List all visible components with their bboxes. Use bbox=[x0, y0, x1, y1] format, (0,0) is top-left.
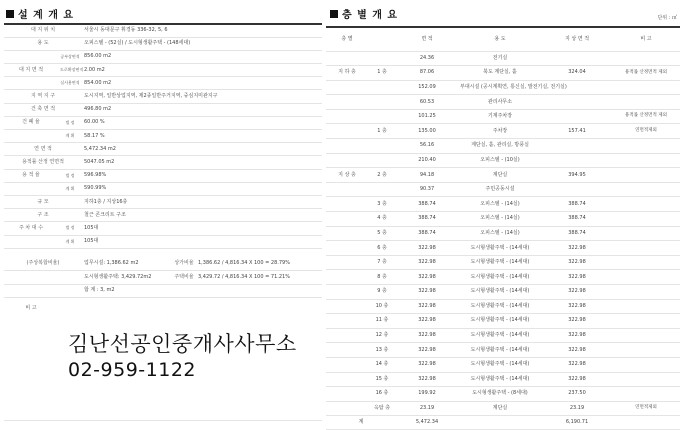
floor-group-label bbox=[326, 255, 368, 270]
floor-label bbox=[368, 153, 396, 168]
row-label: 건 축 면 적 bbox=[4, 103, 82, 116]
row-value: 596.98% bbox=[82, 169, 322, 182]
floor-note bbox=[612, 387, 680, 402]
row-value: 서울시 동대문구 휘경동 336-32, 5, 6 bbox=[82, 24, 322, 37]
floor-note bbox=[612, 328, 680, 343]
floor-use: 도시형생활주택 - (14세대) bbox=[458, 270, 542, 285]
floor-total-area: 394.95 bbox=[542, 168, 612, 183]
floor-total-area: 322.98 bbox=[542, 357, 612, 372]
floor-use: 기계주차장 bbox=[458, 109, 542, 124]
floor-total-area bbox=[542, 109, 612, 124]
floor-area: 199.92 bbox=[396, 387, 458, 402]
floor-area: 87.06 bbox=[396, 66, 458, 81]
floor-total-area: 322.98 bbox=[542, 241, 612, 256]
floor-row bbox=[326, 139, 680, 154]
floor-group-label bbox=[326, 357, 368, 372]
floor-total-area: 324.04 bbox=[542, 66, 612, 81]
floor-group-label bbox=[326, 80, 368, 95]
design-summary-title bbox=[6, 6, 74, 21]
floor-area: 94.18 bbox=[396, 168, 458, 183]
design-summary-row bbox=[4, 130, 322, 143]
mixed-use-ratio-label: 주택비율 bbox=[172, 271, 196, 285]
floor-table-header-cell: 용 도 bbox=[458, 27, 542, 51]
floor-label bbox=[368, 109, 396, 124]
mixed-use-ratio-label bbox=[172, 284, 196, 298]
floor-use: 부대시설 (공시계획연, 통신실, 발전기실, 전기실) bbox=[458, 80, 542, 95]
row-value: 58.17 % bbox=[82, 130, 322, 143]
row-label: 용적률 산정 연면적 bbox=[4, 156, 82, 169]
mixed-use-row bbox=[4, 271, 322, 285]
floor-area: 388.74 bbox=[396, 226, 458, 241]
floor-total-area: 322.98 bbox=[542, 328, 612, 343]
floor-label: 1 층 bbox=[368, 124, 396, 139]
floor-use: 도시형생활주택 - (14세대) bbox=[458, 343, 542, 358]
design-summary-row bbox=[4, 103, 322, 116]
floor-note bbox=[612, 95, 680, 110]
agency-name-overlay: 김난선공인중개사사무소 bbox=[68, 332, 297, 356]
floor-area: 90.37 bbox=[396, 182, 458, 197]
floor-area: 322.98 bbox=[396, 372, 458, 387]
row-label: 대 지 면 적 bbox=[4, 64, 58, 77]
mixed-use-label bbox=[4, 284, 82, 298]
floor-row bbox=[326, 80, 680, 95]
floor-label: 옥탑 층 bbox=[368, 401, 396, 416]
floor-row bbox=[326, 387, 680, 402]
floor-use: 오피스텔 - (10실) bbox=[458, 153, 542, 168]
row-value: 5,472.34 m2 bbox=[82, 143, 322, 156]
floor-table-header-cell: 비 고 bbox=[612, 27, 680, 51]
row-label: 용 도 bbox=[4, 37, 82, 50]
row-value: 60.00 % bbox=[82, 116, 322, 129]
row-label bbox=[4, 182, 58, 195]
row-value: 590.99% bbox=[82, 182, 322, 195]
row-value: 854.00 m2 bbox=[82, 77, 322, 90]
floor-note: 용적률 산정면적 제외 bbox=[612, 109, 680, 124]
floor-note bbox=[612, 182, 680, 197]
floor-label: 13 층 bbox=[368, 343, 396, 358]
floor-group-label bbox=[326, 387, 368, 402]
design-summary-row bbox=[4, 209, 322, 222]
design-summary-row bbox=[4, 77, 322, 90]
row-label bbox=[4, 50, 58, 63]
row-label: 주 차 대 수 bbox=[4, 222, 58, 235]
row-sublabel: 계 획 bbox=[58, 130, 82, 143]
table-bottom-divider bbox=[4, 420, 322, 421]
floor-area: 60.53 bbox=[396, 95, 458, 110]
mixed-use-row bbox=[4, 257, 322, 271]
row-label bbox=[4, 77, 58, 90]
floor-area: 101.25 bbox=[396, 109, 458, 124]
floor-row bbox=[326, 372, 680, 387]
floor-row bbox=[326, 299, 680, 314]
floor-group-label bbox=[326, 314, 368, 329]
floor-total-area: 157.41 bbox=[542, 124, 612, 139]
floor-table-header-row bbox=[326, 27, 680, 51]
row-sublabel: 도로확장면적 bbox=[58, 64, 82, 77]
floor-label: 10 층 bbox=[368, 299, 396, 314]
floor-label: 9 층 bbox=[368, 285, 396, 300]
floor-row bbox=[326, 168, 680, 183]
floor-row bbox=[326, 182, 680, 197]
design-summary-row bbox=[4, 24, 322, 37]
floor-row bbox=[326, 241, 680, 256]
floor-total-row bbox=[326, 416, 680, 430]
row-sublabel: 법 정 bbox=[58, 222, 82, 235]
row-label bbox=[4, 235, 58, 248]
floor-label: 4 층 bbox=[368, 212, 396, 227]
floor-area: 322.98 bbox=[396, 241, 458, 256]
floor-use: 주차장 bbox=[458, 124, 542, 139]
floor-note bbox=[612, 285, 680, 300]
floor-row bbox=[326, 197, 680, 212]
total-note-blank bbox=[612, 416, 680, 430]
floor-area: 152.09 bbox=[396, 80, 458, 95]
design-summary-row bbox=[4, 37, 322, 50]
square-bullet-icon bbox=[330, 10, 338, 18]
floor-group-label bbox=[326, 182, 368, 197]
floor-use: 주민공동시설 bbox=[458, 182, 542, 197]
floor-group-label bbox=[326, 197, 368, 212]
floor-total-area: 388.74 bbox=[542, 212, 612, 227]
floor-group-label bbox=[326, 343, 368, 358]
design-summary-row bbox=[4, 222, 322, 235]
floor-label: 12 층 bbox=[368, 328, 396, 343]
floor-use: 도시형생활주택 - (14세대) bbox=[458, 285, 542, 300]
floor-area: 322.98 bbox=[396, 343, 458, 358]
floor-use: 계단실, 홀, 관리실, 방풍실 bbox=[458, 139, 542, 154]
floor-group-label bbox=[326, 270, 368, 285]
floor-total-area: 23.19 bbox=[542, 401, 612, 416]
row-sublabel: 실사용면적 bbox=[58, 77, 82, 90]
floor-use: 전기실 bbox=[458, 51, 542, 66]
floor-label: 8 층 bbox=[368, 270, 396, 285]
floor-group-label bbox=[326, 153, 368, 168]
floor-group-label bbox=[326, 372, 368, 387]
row-label: 건 폐 율 bbox=[4, 116, 58, 129]
design-summary-row bbox=[4, 64, 322, 77]
floor-use: 관리사무소 bbox=[458, 95, 542, 110]
floor-total-area: 322.98 bbox=[542, 343, 612, 358]
mixed-use-area: 업무시설: 1,386.62 m2 bbox=[82, 257, 172, 271]
design-summary-row bbox=[4, 235, 322, 248]
floor-group-label bbox=[326, 212, 368, 227]
design-summary-row bbox=[4, 116, 322, 129]
floor-area: 322.98 bbox=[396, 357, 458, 372]
floor-summary-title-text: 층 별 개 요 bbox=[342, 10, 399, 21]
floor-note bbox=[612, 241, 680, 256]
floor-note bbox=[612, 139, 680, 154]
design-summary-row bbox=[4, 195, 322, 208]
floor-use: 도시형생활주택 - (8세대) bbox=[458, 387, 542, 402]
floor-label bbox=[368, 80, 396, 95]
floor-group-label bbox=[326, 95, 368, 110]
floor-area: 322.98 bbox=[396, 328, 458, 343]
floor-table-header-cell: 층 별 bbox=[326, 27, 368, 51]
floor-group-label bbox=[326, 285, 368, 300]
total-label: 계 bbox=[326, 416, 396, 430]
floor-note bbox=[612, 168, 680, 183]
floor-total-area: 237.50 bbox=[542, 387, 612, 402]
floor-row bbox=[326, 153, 680, 168]
floor-area: 23.19 bbox=[396, 401, 458, 416]
total-use-blank bbox=[458, 416, 542, 430]
floor-area: 388.74 bbox=[396, 212, 458, 227]
floor-use: 도시형생활주택 - (14세대) bbox=[458, 357, 542, 372]
floor-row bbox=[326, 226, 680, 241]
row-sublabel: 계 획 bbox=[58, 182, 82, 195]
floor-note: 연면적제외 bbox=[612, 124, 680, 139]
floor-row bbox=[326, 95, 680, 110]
floor-row bbox=[326, 212, 680, 227]
floor-note bbox=[612, 226, 680, 241]
row-label bbox=[4, 130, 58, 143]
mixed-use-ratio-label: 상가비율 bbox=[172, 257, 196, 271]
floor-group-label bbox=[326, 328, 368, 343]
mixed-use-ratio-formula: 1,386.62 / 4,816.34 X 100 = 28.79% bbox=[196, 257, 322, 271]
mixed-use-row bbox=[4, 284, 322, 298]
floor-label: 6 층 bbox=[368, 241, 396, 256]
floor-use: 계단실 bbox=[458, 401, 542, 416]
floor-note bbox=[612, 299, 680, 314]
mixed-use-ratio-table bbox=[4, 257, 322, 298]
floor-group-label: 지 하 층 bbox=[326, 66, 368, 81]
floor-use: 오피스텔 - (14실) bbox=[458, 197, 542, 212]
floor-label: 16 층 bbox=[368, 387, 396, 402]
mixed-use-area: 합 계 : 3, m2 bbox=[82, 284, 172, 298]
agency-phone-overlay: 02-959-1122 bbox=[68, 359, 197, 381]
floor-use: 오피스텔 - (14실) bbox=[458, 212, 542, 227]
floor-table-header-cell: 지 상 면 적 bbox=[542, 27, 612, 51]
floor-note bbox=[612, 212, 680, 227]
floor-area: 24.36 bbox=[396, 51, 458, 66]
floor-label bbox=[368, 182, 396, 197]
floor-note bbox=[612, 357, 680, 372]
floor-note bbox=[612, 314, 680, 329]
floor-row bbox=[326, 270, 680, 285]
row-label: 대 지 위 치 bbox=[4, 24, 82, 37]
floor-group-label bbox=[326, 401, 368, 416]
design-summary-row bbox=[4, 50, 322, 63]
floor-area: 322.98 bbox=[396, 285, 458, 300]
floor-label: 1 층 bbox=[368, 66, 396, 81]
floor-group-label bbox=[326, 124, 368, 139]
row-label: 용 적 율 bbox=[4, 169, 58, 182]
row-value: 지하1층 / 지상16층 bbox=[82, 195, 322, 208]
row-value: 5047.05 m2 bbox=[82, 156, 322, 169]
floor-total-area: 322.98 bbox=[542, 285, 612, 300]
floor-label bbox=[368, 139, 396, 154]
floor-area: 210.40 bbox=[396, 153, 458, 168]
design-summary-row bbox=[4, 182, 322, 195]
floor-group-label bbox=[326, 109, 368, 124]
floor-table-header-cell: 면 적 bbox=[396, 27, 458, 51]
floor-row bbox=[326, 401, 680, 416]
unit-label: 단위 : ㎡ bbox=[657, 15, 677, 21]
design-summary-row bbox=[4, 143, 322, 156]
mixed-use-ratio-formula bbox=[196, 284, 322, 298]
total-ground-area: 6,190.71 bbox=[542, 416, 612, 430]
mixed-use-area: 도시형생활주택: 3,429.72m2 bbox=[82, 271, 172, 285]
row-value: 105대 bbox=[82, 222, 322, 235]
design-summary-row bbox=[4, 90, 322, 103]
floor-area: 322.98 bbox=[396, 255, 458, 270]
floor-label: 5 층 bbox=[368, 226, 396, 241]
floor-total-area: 322.98 bbox=[542, 270, 612, 285]
floor-area: 135.00 bbox=[396, 124, 458, 139]
floor-use: 도시형생활주택 - (14세대) bbox=[458, 299, 542, 314]
design-summary-title-text: 설 계 개 요 bbox=[18, 10, 75, 21]
floor-total-area: 322.98 bbox=[542, 299, 612, 314]
floor-label: 2 층 bbox=[368, 168, 396, 183]
floor-note bbox=[612, 270, 680, 285]
floor-label bbox=[368, 51, 396, 66]
row-sublabel: 법 정 bbox=[58, 169, 82, 182]
floor-total-area bbox=[542, 153, 612, 168]
floor-note bbox=[612, 80, 680, 95]
floor-label: 3 층 bbox=[368, 197, 396, 212]
floor-note bbox=[612, 197, 680, 212]
floor-total-area bbox=[542, 139, 612, 154]
floor-total-area: 322.98 bbox=[542, 314, 612, 329]
floor-area: 322.98 bbox=[396, 314, 458, 329]
floor-use: 도시형생활주택 - (14세대) bbox=[458, 328, 542, 343]
floor-total-area bbox=[542, 182, 612, 197]
floor-table-header-cell bbox=[368, 27, 396, 51]
floor-label: 7 층 bbox=[368, 255, 396, 270]
floor-use: 도시형생활주택 - (14세대) bbox=[458, 255, 542, 270]
floor-label bbox=[368, 95, 396, 110]
floor-use: 오피스텔 - (14실) bbox=[458, 226, 542, 241]
row-value: 105대 bbox=[82, 235, 322, 248]
floor-note: 용적률 산정면적 제외 bbox=[612, 66, 680, 81]
floor-area: 322.98 bbox=[396, 299, 458, 314]
floor-row bbox=[326, 124, 680, 139]
floor-row bbox=[326, 109, 680, 124]
row-label: 규 모 bbox=[4, 195, 82, 208]
floor-row bbox=[326, 285, 680, 300]
floor-total-area: 322.98 bbox=[542, 255, 612, 270]
floor-group-label bbox=[326, 299, 368, 314]
mixed-use-ratio-formula: 3,429.72 / 4,816.34 X 100 = 71.21% bbox=[196, 271, 322, 285]
floor-row bbox=[326, 66, 680, 81]
design-summary-row bbox=[4, 156, 322, 169]
floor-use: 북도 계단실, 홀 bbox=[458, 66, 542, 81]
row-sublabel: 계 획 bbox=[58, 235, 82, 248]
floor-note bbox=[612, 343, 680, 358]
floor-total-area: 388.74 bbox=[542, 226, 612, 241]
row-value: 철근 콘크리트 구조 bbox=[82, 209, 322, 222]
floor-note: 연면적제외 bbox=[612, 401, 680, 416]
row-value: 496.80 m2 bbox=[82, 103, 322, 116]
floor-total-area: 322.98 bbox=[542, 372, 612, 387]
row-label: 구 조 bbox=[4, 209, 82, 222]
total-area: 5,472.34 bbox=[396, 416, 458, 430]
row-value: 오피스텔 - (52실) / 도시형생활주택 - (148세대) bbox=[82, 37, 322, 50]
floor-group-label bbox=[326, 226, 368, 241]
floor-label: 11 층 bbox=[368, 314, 396, 329]
floor-note bbox=[612, 372, 680, 387]
floor-use: 도시형생활주택 - (14세대) bbox=[458, 372, 542, 387]
floor-note bbox=[612, 51, 680, 66]
remarks-label: 비 고 bbox=[25, 305, 37, 311]
row-sublabel: 법 정 bbox=[58, 116, 82, 129]
floor-area: 388.74 bbox=[396, 197, 458, 212]
row-label: 지 역 지 구 bbox=[4, 90, 82, 103]
floor-total-area: 388.74 bbox=[542, 197, 612, 212]
floor-label: 14 층 bbox=[368, 357, 396, 372]
floor-area: 56.16 bbox=[396, 139, 458, 154]
floor-group-label bbox=[326, 51, 368, 66]
floor-use: 계단실 bbox=[458, 168, 542, 183]
floor-row bbox=[326, 255, 680, 270]
row-label: 연 면 적 bbox=[4, 143, 82, 156]
floor-total-area bbox=[542, 51, 612, 66]
row-value: 2.00 m2 bbox=[82, 64, 322, 77]
floor-note bbox=[612, 255, 680, 270]
floor-label: 15 층 bbox=[368, 372, 396, 387]
floor-row bbox=[326, 328, 680, 343]
floor-group-label bbox=[326, 241, 368, 256]
design-summary-table bbox=[4, 23, 322, 249]
floor-summary-title bbox=[330, 6, 398, 21]
floor-summary-table bbox=[326, 26, 680, 430]
floor-row bbox=[326, 357, 680, 372]
floor-row bbox=[326, 314, 680, 329]
floor-group-label: 지 상 층 bbox=[326, 168, 368, 183]
floor-note bbox=[612, 153, 680, 168]
row-sublabel: 공부상면적 bbox=[58, 50, 82, 63]
square-bullet-icon bbox=[6, 10, 14, 18]
design-summary-row bbox=[4, 169, 322, 182]
floor-use: 도시형생활주택 - (14세대) bbox=[458, 314, 542, 329]
mixed-use-label bbox=[4, 271, 82, 285]
floor-area: 322.98 bbox=[396, 270, 458, 285]
floor-group-label bbox=[326, 139, 368, 154]
floor-use: 도시형생활주택 - (14세대) bbox=[458, 241, 542, 256]
row-value: 856.00 m2 bbox=[82, 50, 322, 63]
floor-total-area bbox=[542, 95, 612, 110]
floor-row bbox=[326, 51, 680, 66]
mixed-use-label: (주상복합비율) bbox=[4, 257, 82, 271]
floor-row bbox=[326, 343, 680, 358]
row-value: 도시지역, 일반상업지역, 제2종일반주거지역, 중심지미관지구 bbox=[82, 90, 322, 103]
